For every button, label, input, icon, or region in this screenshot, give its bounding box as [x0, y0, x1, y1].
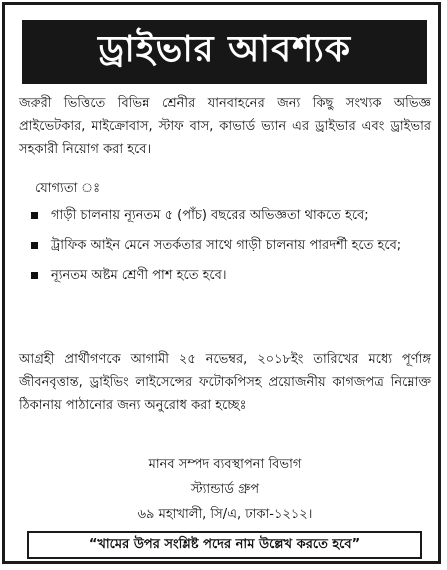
- headline-banner: ড্রাইভার আবশ্যক: [22, 20, 427, 84]
- job-advertisement: [2, 2, 441, 564]
- square-bullet-icon: [31, 212, 38, 219]
- square-bullet-icon: [31, 242, 38, 249]
- requirement-text: ন্যূনতম অষ্টম শ্রেণী পাশ হতে হবে।: [51, 268, 227, 283]
- application-instructions: আগ্রহী প্রার্থীগণকে আগামী ২৫ নভেম্বর, ২০১৮ইং তারিখের মধ্যে পূর্ণাঙ্গ জীবনবৃত্তান্ত, ড্রাইভিং লাইসেন্সের ফটোকপিসহ প্রয়োজনীয় কাগজপত্র নিম্নোক্ত ঠিকানায় পাঠানোর জন্য অনুরোধ করা হচ্ছেঃ: [19, 352, 431, 413]
- requirements-heading: যোগ্যতা ঃ: [35, 181, 101, 196]
- intro-paragraph: জরুরী ভিত্তিতে বিভিন্ন শ্রেনীর যানবাহনের জন্য কিছু সংখ্যক অভিজ্ঞ প্রাইভেটকার, মাইক্রোবাস, স্টাফ বাস, কাভার্ড ভ্যান এর ড্রাইভার এবং ড্রাইভার সহকারী নিয়োগ করা হবে।: [19, 96, 431, 157]
- company-name: স্ট্যান্ডার্ড গ্রুপ: [190, 482, 260, 497]
- postal-address: ৬৯ মহাখালী, সি/এ, ঢাকা-১২১২।: [137, 507, 313, 522]
- square-bullet-icon: [31, 272, 38, 279]
- list-item: [27, 204, 429, 228]
- envelope-note: “খামের উপর সংশ্লিষ্ট পদের নাম উল্লেখ করতে হবে”: [27, 531, 422, 559]
- requirement-text: ট্রাফিক আইন মেনে সতর্কতার সাথে গাড়ী চালনায় পারদর্শী হতে হবে;: [51, 238, 402, 253]
- list-item: [27, 234, 429, 258]
- address-block: [19, 452, 431, 527]
- list-item: [27, 264, 429, 288]
- requirements-list: [27, 204, 429, 294]
- department-name: মানব সম্পদ ব্যবস্থাপনা বিভাগ: [148, 457, 302, 472]
- requirement-text: গাড়ী চালনায় ন্যূনতম ৫ (পাঁচ) বছরের অভিজ্ঞতা থাকতে হবে;: [51, 208, 369, 223]
